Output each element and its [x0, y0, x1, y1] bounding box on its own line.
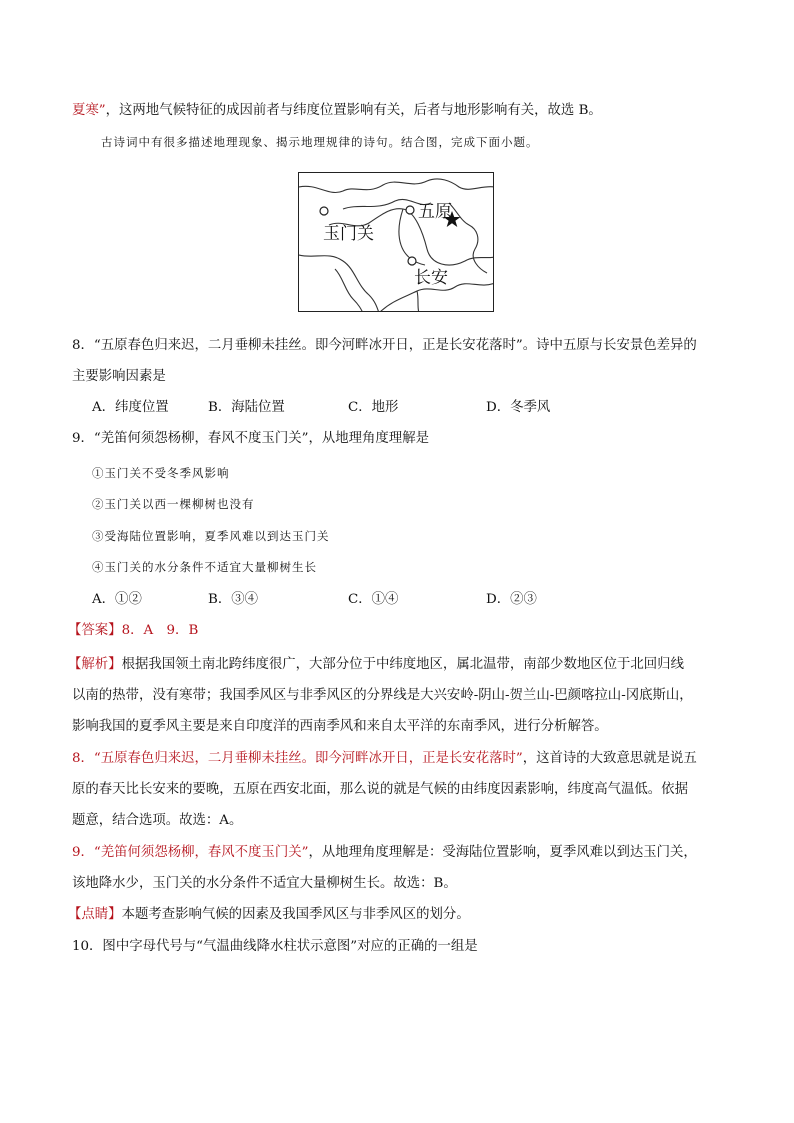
question-8-options — [92, 398, 712, 418]
map-label-wuyuan: 五原 — [418, 202, 452, 222]
explanation-8-quote: 8．“五原春色归来迟，二月垂柳未挂丝。即今河畔冰开日，正是长安花落时” — [72, 751, 523, 766]
question-9-statement-3: ③受海陆位置影响，夏季风难以到达玉门关 — [92, 529, 330, 543]
yumenguan-city-dot-icon — [320, 207, 328, 215]
answer-text: 8．A 9．B — [121, 623, 199, 638]
explanation-9-line2: 该地降水少，玉门关的水分条件不适宜大量柳树生长。故选：B。 — [72, 876, 457, 891]
wuyuan-city-dot-icon — [406, 206, 414, 214]
question-10-stem: 10．图中字母代号与“气温曲线降水柱状示意图”对应的正确的一组是 — [72, 939, 478, 954]
explanation-8-line1 — [72, 749, 697, 769]
question-9-options — [92, 590, 712, 610]
prev-explanation-text: ，这两地气候特征的成因前者与纬度位置影响有关，后者与地形影响有关，故选 B。 — [105, 103, 602, 118]
explanation-9-line1 — [72, 843, 697, 863]
explanation-8-line3: 题意，结合选项。故选：A。 — [72, 813, 243, 828]
question-group-intro: 古诗词中有很多描述地理现象、揭示地理规律的诗句。结合图，完成下面小题。 — [101, 135, 539, 149]
map-label-changan: 长安 — [414, 268, 448, 288]
prev-explanation-quote: 夏寒” — [72, 103, 106, 118]
analysis-line2: 以南的热带，没有寒带；我国季风区与非季风区的分界线是大兴安岭-阴山-贺兰山-巴颜喀拉山-冈底斯山， — [72, 688, 693, 703]
analysis-text-1: 根据我国领土南北跨纬度很广，大部分位于中纬度地区，属北温带，南部少数地区位于北回归线 — [121, 657, 684, 672]
explanation-9-quote: 9．“羌笛何须怨杨柳，春风不度玉门关” — [72, 845, 309, 860]
question-8-stem-line2: 主要影响因素是 — [72, 369, 166, 384]
question-9-stem: 9．“羌笛何须怨杨柳，春风不度玉门关”，从地理角度理解是 — [72, 431, 429, 446]
question-8-option-d[interactable]: D．冬季风 — [486, 400, 551, 415]
comment-tag: 【点睛】 — [68, 907, 122, 922]
explanation-8-line2: 原的春天比长安来的要晚，五原在西安北面，那么说的就是气候的由纬度因素影响，纬度高气温低。依据 — [72, 782, 688, 797]
comment-line — [68, 905, 470, 925]
question-8-option-b[interactable]: B．海陆位置 — [208, 400, 285, 415]
explanation-8-text-1: ，这首诗的大致意思就是说五 — [522, 751, 697, 766]
answer-line — [68, 621, 198, 641]
question-9-option-b[interactable]: B．③④ — [208, 592, 259, 607]
question-9-option-d[interactable]: D．②③ — [486, 592, 537, 607]
question-9-statement-2: ②玉门关以西一棵柳树也没有 — [92, 497, 255, 511]
prev-explanation-end — [72, 101, 602, 121]
analysis-tag: 【解析】 — [68, 657, 122, 672]
question-9-option-a[interactable]: A．①② — [92, 592, 142, 607]
question-9-statement-4: ④玉门关的水分条件不适宜大量柳树生长 — [92, 560, 317, 574]
question-8-option-a[interactable]: A．纬度位置 — [92, 400, 169, 415]
explanation-9-text-1: ，从地理角度理解是：受海陆位置影响，夏季风难以到达玉门关， — [308, 845, 697, 860]
question-9-option-c[interactable]: C．①④ — [348, 592, 399, 607]
analysis-line3: 影响我国的夏季风主要是来自印度洋的西南季风和来自太平洋的东南季风，进行分析解答。 — [72, 719, 608, 734]
question-9-statement-1: ①玉门关不受冬季风影响 — [92, 466, 230, 480]
question-8-option-c[interactable]: C．地形 — [348, 400, 399, 415]
analysis-line1 — [68, 655, 684, 675]
answer-tag: 【答案】 — [68, 623, 122, 638]
map-figure — [298, 172, 494, 312]
map-label-yumenguan: 玉门关 — [323, 224, 374, 244]
comment-text: 本题考查影响气候的因素及我国季风区与非季风区的划分。 — [121, 907, 470, 922]
question-8-stem-line1: 8．“五原春色归来迟，二月垂柳未挂丝。即今河畔冰开日，正是长安花落时”。诗中五原与长安景色差异的 — [72, 338, 697, 353]
